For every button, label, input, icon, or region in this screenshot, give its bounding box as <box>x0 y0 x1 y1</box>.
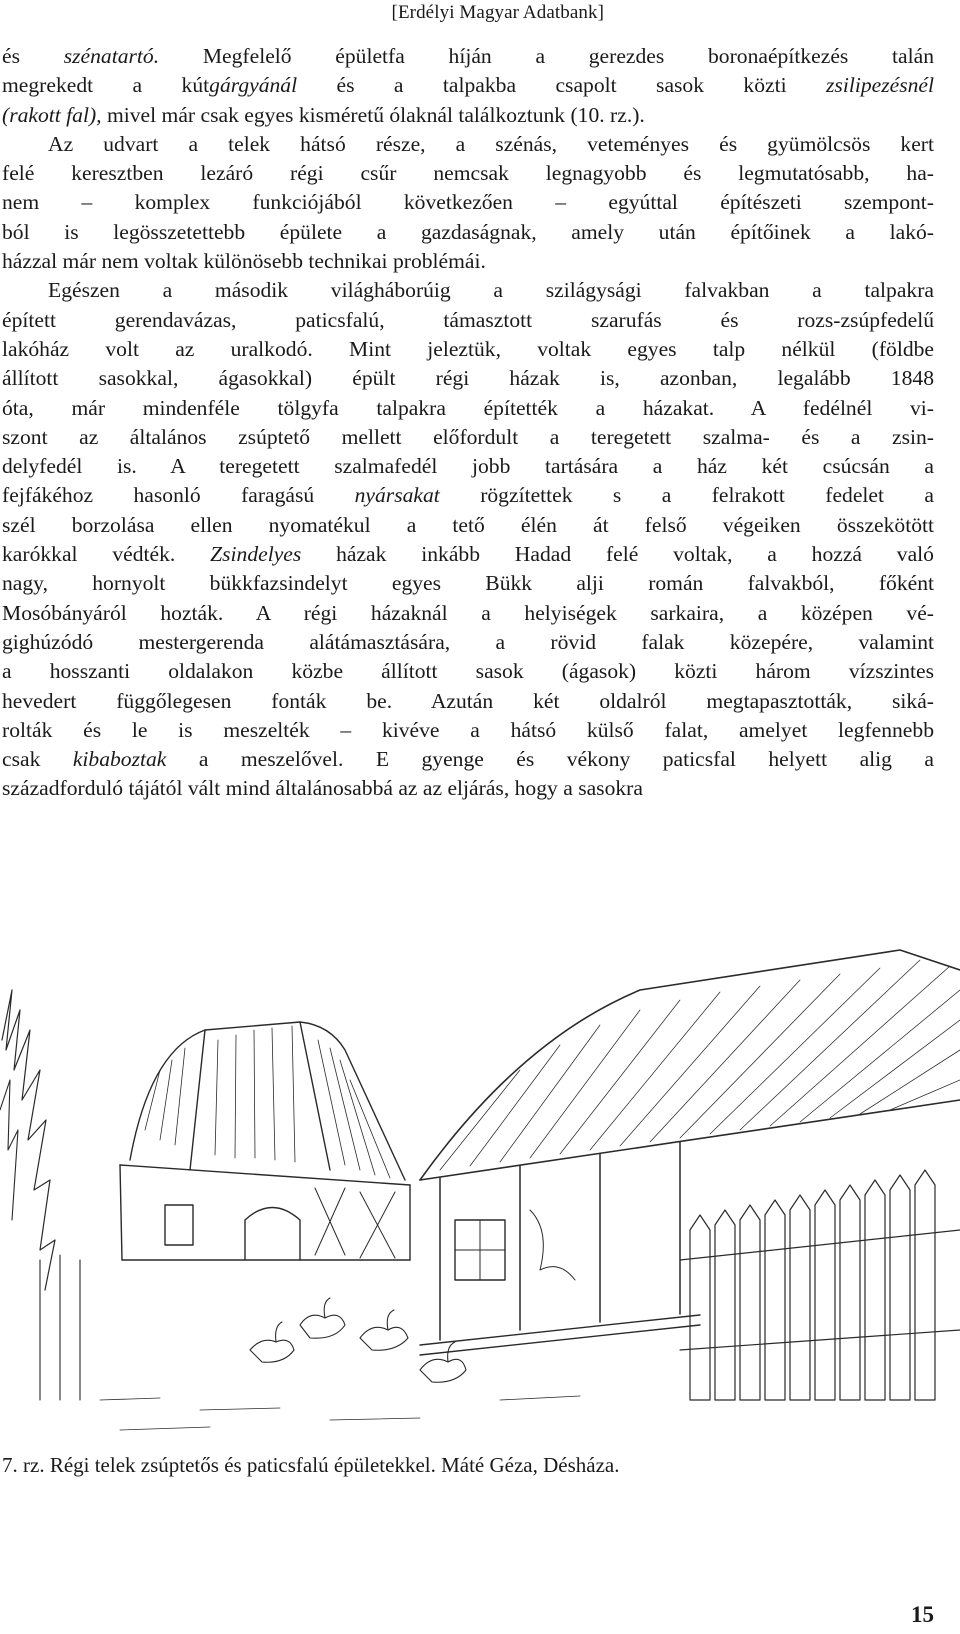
text-line <box>2 364 934 393</box>
text-run: Egészen a második világháborúig a szilágysági falvakban a talpakra <box>48 278 934 303</box>
text-run: házak inkább Hadad felé voltak, a hozzá való <box>301 542 934 567</box>
italic-term: (rakott fal), <box>2 102 102 127</box>
text-line <box>2 452 934 481</box>
text-line <box>2 628 934 657</box>
farmstead-drawing-icon <box>0 930 960 1470</box>
text-run: csak <box>2 747 73 772</box>
text-run: gighúzódó mestergerenda alátámasztására, a rövid falak közepére, valamint <box>2 629 934 654</box>
text-line <box>2 42 934 71</box>
text-line <box>2 247 934 276</box>
text-line <box>2 71 934 100</box>
text-run: lakóház volt az uralkodó. Mint jeleztük, voltak egyes talp nélkül (földbe <box>2 336 934 361</box>
text-run: delyfedél is. A teregetett szalmafedél jobb tartására a ház két csúcsán a <box>2 454 934 479</box>
text-run: szél borzolása ellen nyomatékul a tető élén át felső végeiken összekötött <box>2 512 934 537</box>
text-run: a meszelővel. E gyenge és vékony paticsfal helyett alig a <box>166 747 934 772</box>
figure-caption: 7. rz. Régi telek zsúptetős és paticsfalú épületekkel. Máté Géza, Désháza. <box>2 1453 620 1477</box>
text-line <box>2 687 934 716</box>
text-line <box>2 276 934 305</box>
page-number: 15 <box>911 1602 934 1627</box>
text-run: rolták és le is meszelték – kivéve a hátsó külső falat, amelyet legfennebb <box>2 717 934 742</box>
text-line <box>2 335 934 364</box>
text-run: felé keresztben lezáró régi csűr nemcsak legnagyobb és legmutatósabb, ha- <box>2 161 934 186</box>
text-run: Megfelelő épületfa híján a gerezdes boronaépítkezés talán <box>159 44 934 68</box>
italic-term: nyársakat <box>354 483 440 508</box>
text-line <box>2 657 934 686</box>
text-run: Mosóbányáról hozták. A régi házaknál a helyiségek sarkaira, a középen vé- <box>2 600 934 625</box>
text-line <box>2 218 934 247</box>
text-line <box>2 481 934 510</box>
text-line <box>2 394 934 423</box>
text-run: fejfákéhoz hasonló faragású <box>2 483 355 508</box>
text-run: óta, már mindenféle tölgyfa talpakra építették a házakat. A fedélnél vi- <box>2 395 934 420</box>
text-run: épített gerendavázas, paticsfalú, támasztott szarufás és rozs-zsúpfedelű <box>2 307 934 332</box>
text-run: a hosszanti oldalakon közbe állított sasok (ágasok) közti három vízszintes <box>2 659 934 684</box>
text-run: ból is legösszetettebb épülete a gazdaságnak, amely után építőinek a lakó- <box>2 219 934 244</box>
text-run: rögzítettek s a felrakott fedelet a <box>439 483 934 508</box>
text-run: századforduló tájától vált mind általánosabbá az az eljárás, hogy a sasokra <box>2 776 643 801</box>
text-line <box>2 101 934 130</box>
body-text <box>2 42 934 804</box>
text-line <box>2 511 934 540</box>
italic-term: Zsindelyes <box>210 542 302 567</box>
text-line <box>2 716 934 745</box>
text-run: nagy, hornyolt bükkfazsindelyt egyes Bükk alji román falvakból, főként <box>2 571 934 596</box>
text-line <box>2 745 934 774</box>
text-run: Az udvart a telek hátsó része, a szénás, veteményes és gyümölcsös kert <box>48 131 934 156</box>
text-run: karókkal védték. <box>2 542 211 567</box>
text-line <box>2 540 934 569</box>
text-line <box>2 774 934 803</box>
text-run: házzal már nem voltak különösebb technikai problémái. <box>2 249 486 274</box>
text-run: hevedert függőlegesen fonták be. Azután két oldalról megtapasztották, siká- <box>2 688 934 713</box>
text-line <box>2 569 934 598</box>
text-line <box>2 306 934 335</box>
text-line <box>2 423 934 452</box>
text-run: szont az általános zsúptető mellett előfordult a teregetett szalma- és a zsin- <box>2 424 934 449</box>
italic-term: zsilipezésnél <box>826 73 934 98</box>
page-header: [Erdélyi Magyar Adatbank] <box>391 2 604 23</box>
italic-term: szénatartó. <box>63 44 160 68</box>
text-line <box>2 599 934 628</box>
illustration <box>0 930 960 1470</box>
italic-term: kibaboztak <box>72 747 167 772</box>
text-line <box>2 188 934 217</box>
text-run: és <box>2 44 64 68</box>
text-line <box>2 130 934 159</box>
text-run: megrekedt a kút <box>2 73 210 98</box>
text-line <box>2 159 934 188</box>
text-run: és a talpakba csapolt sasok közti <box>297 73 827 98</box>
text-run: mivel már csak egyes kisméretű ólaknál találkoztunk (10. rz.). <box>101 102 645 127</box>
text-run: állított sasokkal, ágasokkal) épült régi házak is, azonban, legalább 1848 <box>2 366 934 391</box>
italic-term: gárgyánál <box>209 73 298 98</box>
text-run: nem – komplex funkciójából következően – egyúttal építészeti szempont- <box>2 190 934 215</box>
